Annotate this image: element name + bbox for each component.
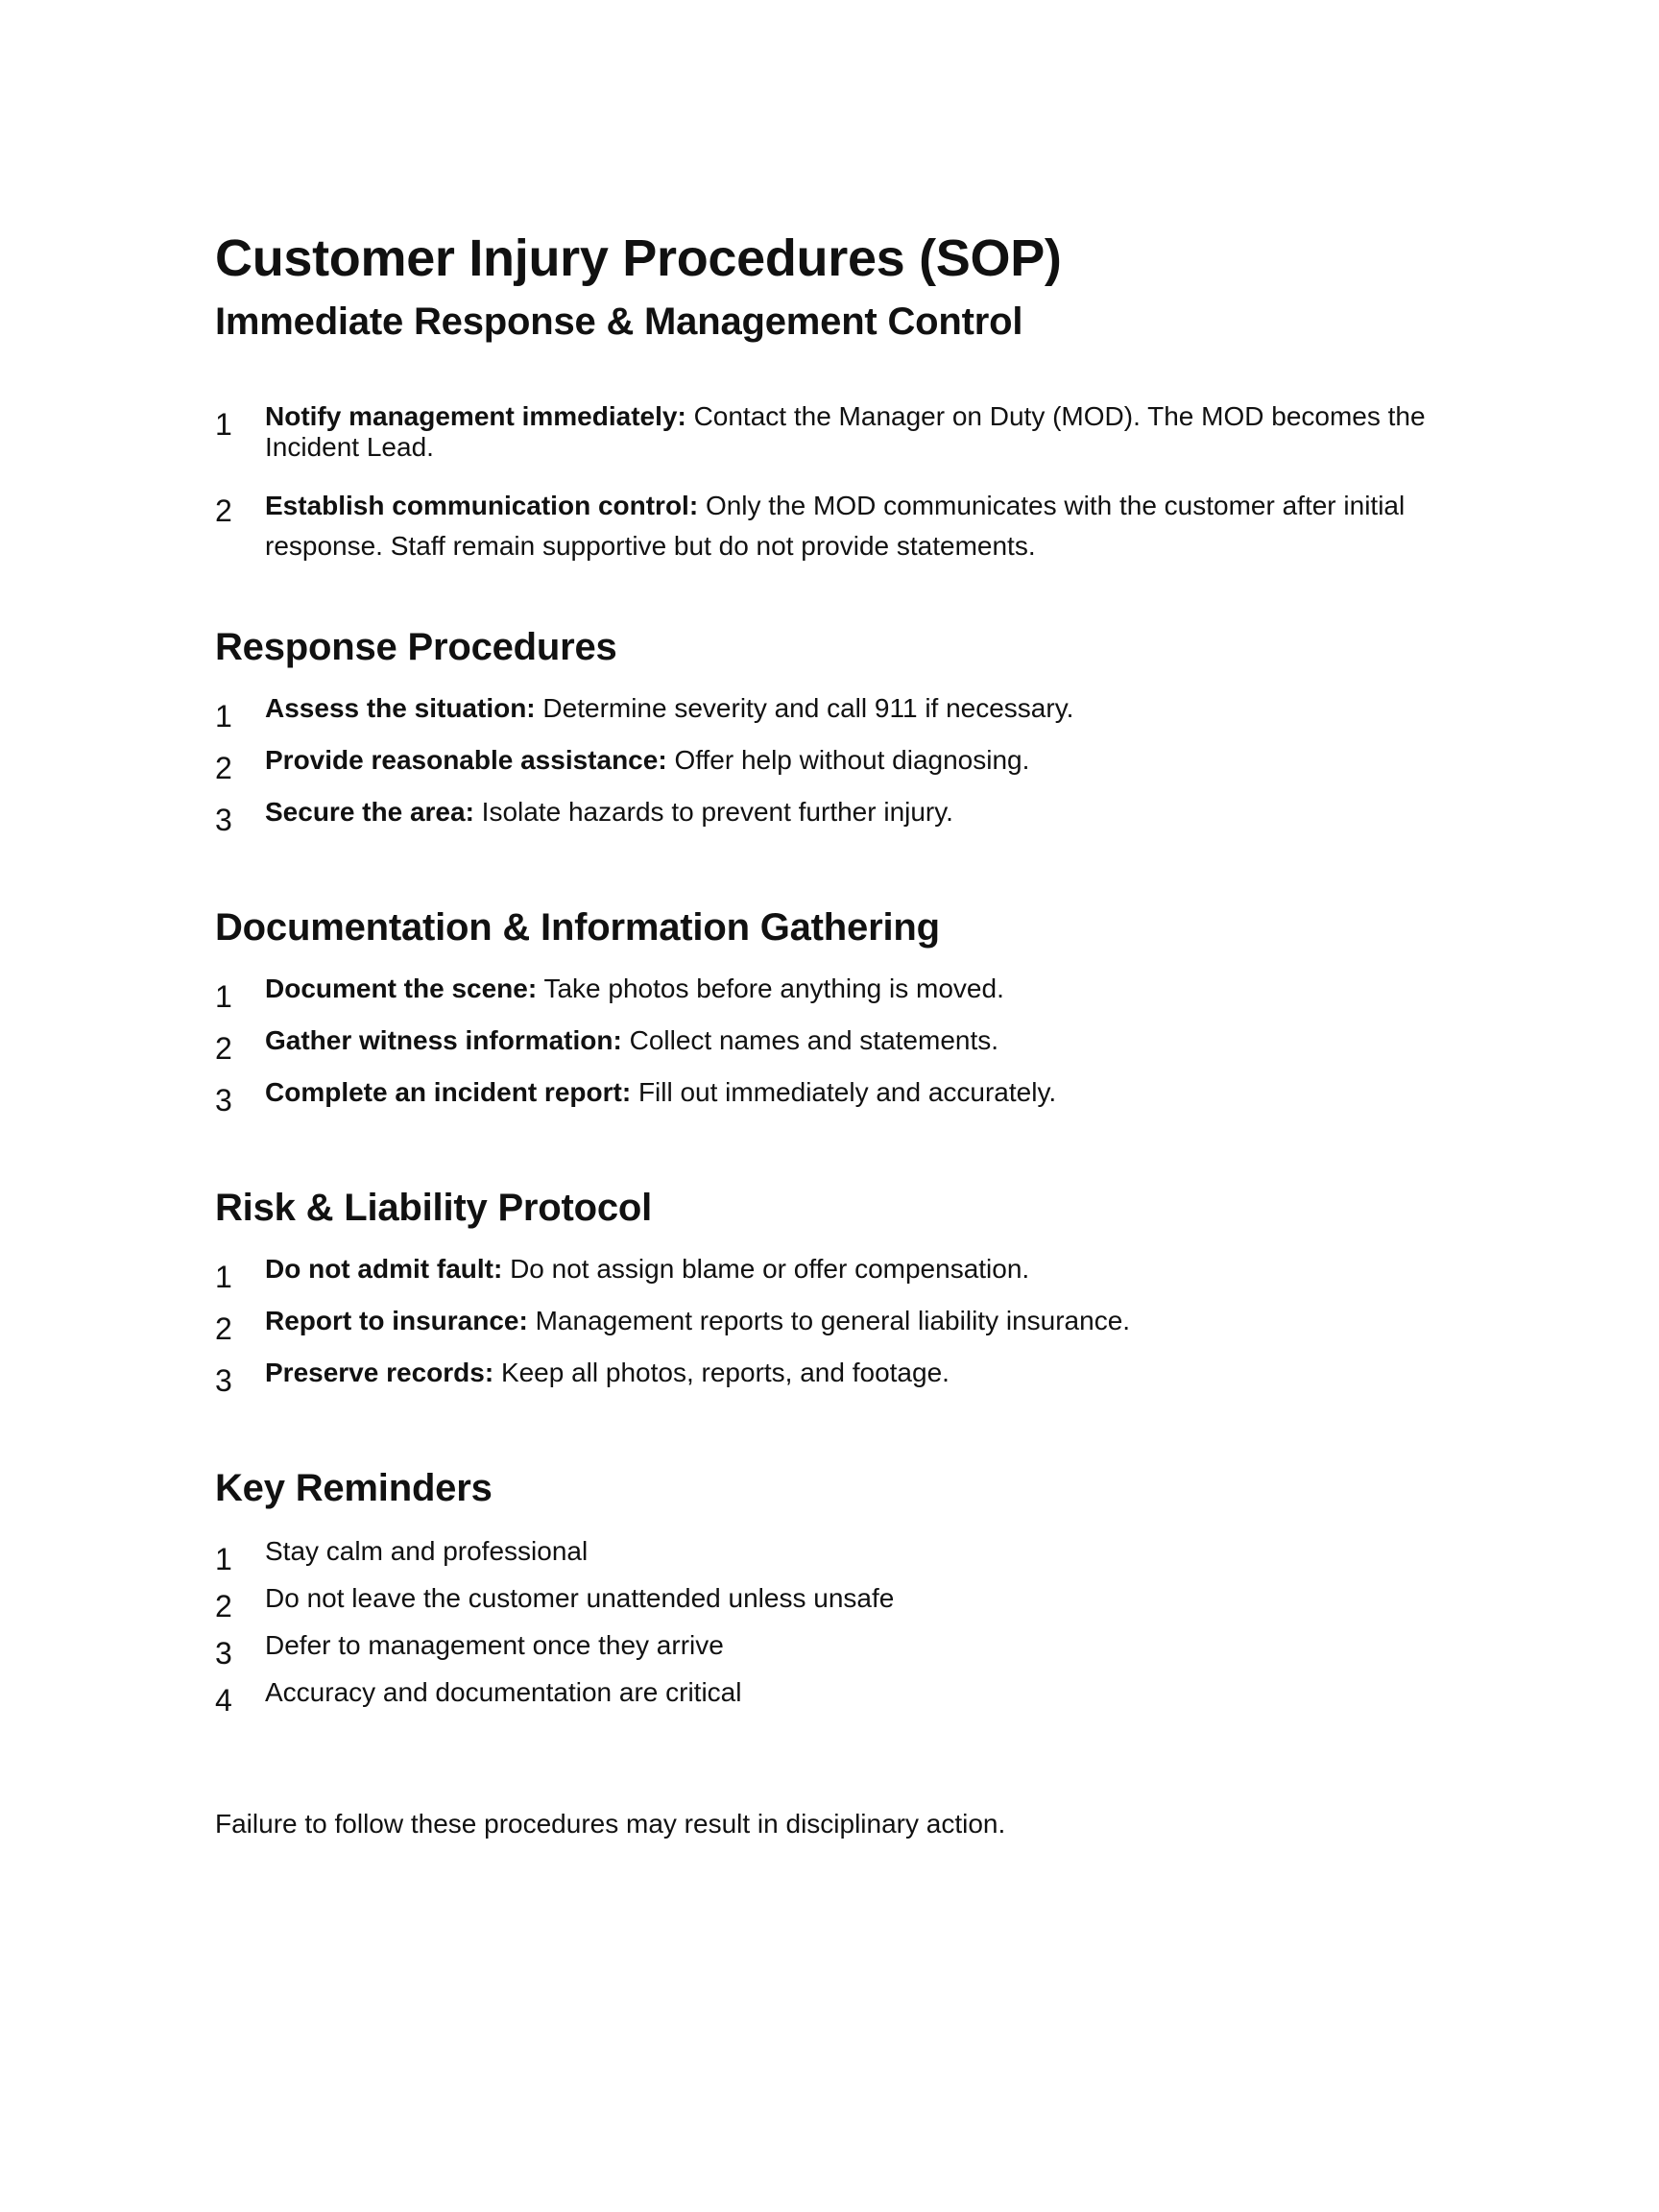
item-number: 1 bbox=[215, 1260, 232, 1294]
item-number: 3 bbox=[215, 1636, 232, 1671]
item-lead: Notify management immediately: bbox=[265, 401, 686, 431]
item-number: 4 bbox=[215, 1683, 232, 1718]
item-text: Only the MOD communicates with the customer after initial response. Staff remain supportive but do not provide statements. bbox=[265, 491, 1406, 561]
list-item bbox=[215, 1025, 1463, 1066]
item-lead: Complete an incident report: bbox=[265, 1077, 632, 1107]
immediate-response-list bbox=[215, 401, 1463, 566]
item-lead: Provide reasonable assistance: bbox=[265, 745, 667, 775]
list-item bbox=[215, 1583, 1463, 1623]
item-number: 3 bbox=[215, 803, 232, 837]
item-text: Contact the Manager on Duty (MOD). The MOD becomes the Incident Lead. bbox=[265, 401, 1426, 462]
key-reminders-list bbox=[215, 1536, 1463, 1718]
item-lead: Document the scene: bbox=[265, 974, 538, 1003]
item-number: 1 bbox=[215, 979, 232, 1014]
document-title: Customer Injury Procedures (SOP) bbox=[215, 229, 1062, 287]
section-heading-reminders: Key Reminders bbox=[215, 1467, 493, 1509]
item-lead: Establish communication control: bbox=[265, 491, 699, 520]
item-number: 2 bbox=[215, 751, 232, 785]
list-item bbox=[215, 1677, 1463, 1718]
item-number: 3 bbox=[215, 1363, 232, 1398]
list-item bbox=[215, 693, 1463, 733]
item-text: Do not leave the customer unattended unless unsafe bbox=[265, 1583, 895, 1613]
item-lead: Preserve records: bbox=[265, 1358, 494, 1387]
item-text: Defer to management once they arrive bbox=[265, 1630, 724, 1660]
list-item bbox=[215, 974, 1463, 1014]
item-text: Determine severity and call 911 if necessary. bbox=[542, 693, 1074, 723]
list-item bbox=[215, 1536, 1463, 1576]
section-heading-risk: Risk & Liability Protocol bbox=[215, 1187, 653, 1229]
section-heading-documentation: Documentation & Information Gathering bbox=[215, 906, 940, 949]
item-number: 1 bbox=[215, 407, 232, 442]
item-number: 1 bbox=[215, 699, 232, 733]
item-number: 2 bbox=[215, 1031, 232, 1066]
response-procedures-list bbox=[215, 693, 1463, 837]
item-text: Do not assign blame or offer compensation. bbox=[510, 1254, 1030, 1284]
item-text: Fill out immediately and accurately. bbox=[637, 1077, 1057, 1107]
list-item bbox=[215, 1630, 1463, 1671]
documentation-list bbox=[215, 974, 1463, 1118]
item-lead: Assess the situation: bbox=[265, 693, 536, 723]
section-heading-response: Response Procedures bbox=[215, 626, 617, 668]
list-item bbox=[215, 1358, 1463, 1398]
list-item bbox=[215, 486, 1463, 566]
disciplinary-note: Failure to follow these procedures may result in disciplinary action. bbox=[215, 1809, 1006, 1839]
item-number: 1 bbox=[215, 1542, 232, 1576]
risk-liability-list bbox=[215, 1254, 1463, 1398]
list-item bbox=[215, 1306, 1463, 1346]
item-text: Accuracy and documentation are critical bbox=[265, 1677, 742, 1707]
list-item bbox=[215, 797, 1463, 837]
item-number: 2 bbox=[215, 493, 232, 528]
document-subtitle: Immediate Response & Management Control bbox=[215, 301, 1023, 343]
list-item bbox=[215, 1077, 1463, 1118]
item-number: 3 bbox=[215, 1083, 232, 1118]
list-item bbox=[215, 401, 1463, 463]
item-lead: Gather witness information: bbox=[265, 1025, 622, 1055]
item-lead: Secure the area: bbox=[265, 797, 474, 827]
item-text: Collect names and statements. bbox=[629, 1025, 999, 1055]
list-item bbox=[215, 1254, 1463, 1294]
item-text: Stay calm and professional bbox=[265, 1536, 589, 1566]
item-number: 2 bbox=[215, 1311, 232, 1346]
item-text: Keep all photos, reports, and footage. bbox=[500, 1358, 950, 1387]
item-lead: Report to insurance: bbox=[265, 1306, 528, 1335]
item-text: Take photos before anything is moved. bbox=[543, 974, 1004, 1003]
item-number: 2 bbox=[215, 1589, 232, 1623]
list-item bbox=[215, 745, 1463, 785]
item-text: Offer help without diagnosing. bbox=[674, 745, 1030, 775]
item-text: Management reports to general liability insurance. bbox=[535, 1306, 1131, 1335]
item-lead: Do not admit fault: bbox=[265, 1254, 503, 1284]
item-text: Isolate hazards to prevent further injury. bbox=[481, 797, 953, 827]
